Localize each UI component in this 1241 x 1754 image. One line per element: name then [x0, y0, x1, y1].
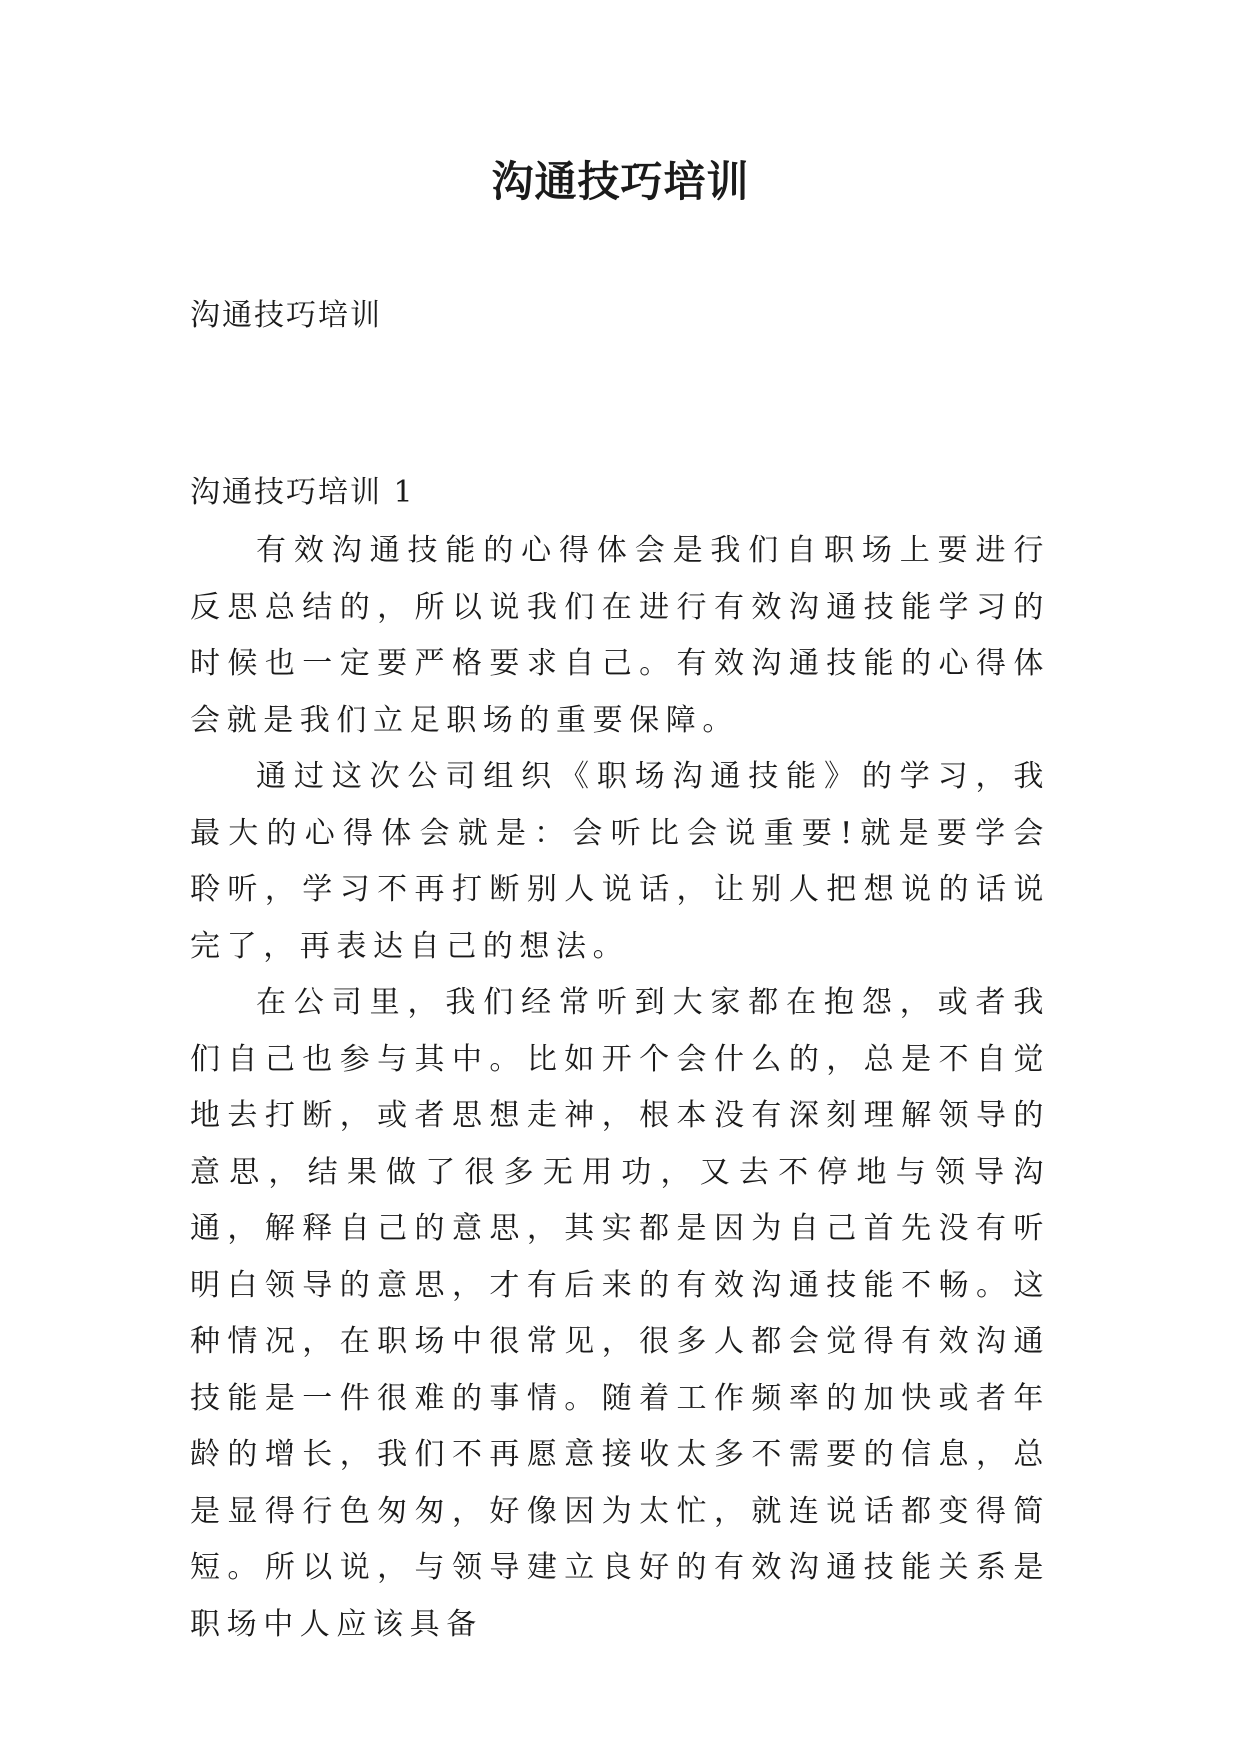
paragraph: 有效沟通技能的心得体会是我们自职场上要进行反思总结的，所以说我们在进行有效沟通技能学习的时候也一定要严格要求自己。有效沟通技能的心得体会就是我们立足职场的重要保障。 — [190, 533, 1050, 738]
paragraph: 在公司里，我们经常听到大家都在抱怨，或者我们自己也参与其中。比如开个会什么的，总是不自觉地去打断，或者思想走神，根本没有深刻理解领导的意思，结果做了很多无用功，又去不停地与领导沟通，解释自己的意思，其实都是因为自己首先没有听明白领导的意思，才有后来的有效沟通技能不畅。这种情况，在职场中很常见，很多人都会觉得有效沟通技能是一件很难的事情。随着工作频率的加快或者年龄的增长，我们不再愿意接收太多不需要的信息，总是显得行色匆匆，好像因为太忙，就连说话都变得简短。所以说，与领导建立良好的有效沟通技能关系是职场中人应该具备 — [190, 985, 1050, 1642]
document-title: 沟通技巧培训 — [491, 157, 750, 206]
paragraph: 通过这次公司组织《职场沟通技能》的学习，我最大的心得体会就是：会听比会说重要!就是要学会聆听，学习不再打断别人说话，让别人把想说的话说完了，再表达自己的想法。 — [190, 759, 1050, 964]
document-subtitle: 沟通技巧培训 — [190, 298, 382, 333]
body-text — [190, 523, 1050, 1653]
section-heading: 沟通技巧培训 1 — [190, 475, 415, 510]
